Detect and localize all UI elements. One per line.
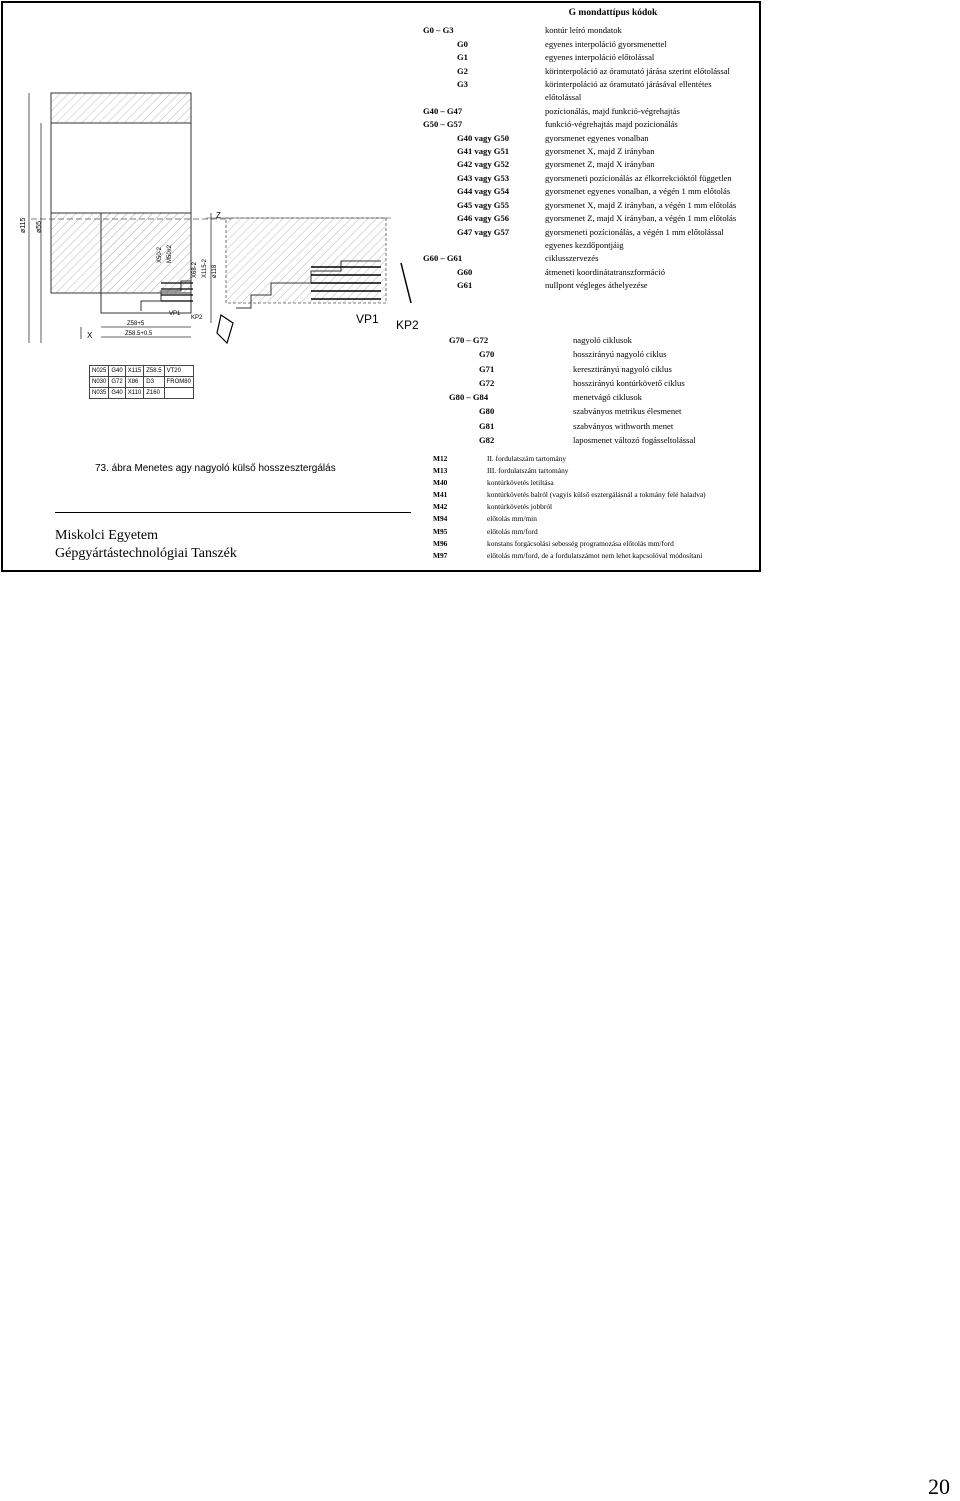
nc-program-cell: D3 xyxy=(144,377,164,388)
description-cell: előtolás mm/min xyxy=(487,514,537,524)
code-cell: M12 xyxy=(433,454,448,463)
figure-caption: 73. ábra Menetes agy nagyoló külső hosszesztergálás xyxy=(95,463,336,474)
nc-program-cell: N025 xyxy=(90,366,109,377)
code-cell: G3 xyxy=(457,79,468,90)
code-cell: G40 vagy G50 xyxy=(457,132,510,143)
description-cell: gyorsmenet X, majd Z irányban xyxy=(545,146,655,157)
description-cell: szabványos metrikus élesmenet xyxy=(573,406,682,417)
code-cell xyxy=(423,91,545,104)
code-cell: G1 xyxy=(457,52,468,63)
nc-program-cell: Z160 xyxy=(144,388,164,399)
code-cell: G81 xyxy=(479,420,495,431)
code-row xyxy=(423,105,761,118)
code-row xyxy=(449,333,761,347)
code-cell: G41 vagy G51 xyxy=(457,146,510,157)
nc-program-cell xyxy=(164,388,193,399)
code-row xyxy=(423,78,761,91)
code-row xyxy=(449,347,761,361)
code-row xyxy=(433,465,761,477)
label-d115: ø115 xyxy=(20,217,27,233)
code-row xyxy=(423,199,761,212)
code-row xyxy=(423,252,761,265)
code-row xyxy=(433,538,761,550)
description-cell: funkció-végrehajtás majd pozícionálás xyxy=(545,119,678,130)
description-cell: átmeneti koordinátatranszformáció xyxy=(545,266,666,277)
label-z-axis: Z xyxy=(216,211,221,220)
nc-program-cell: N035 xyxy=(90,388,109,399)
description-cell: egyenes interpoláció előtolással xyxy=(545,52,655,63)
code-row xyxy=(433,489,761,501)
code-cell: G46 vagy G56 xyxy=(457,213,510,224)
description-cell: pozícionálás, majd funkció-végrehajtás xyxy=(545,105,680,116)
workpiece-section xyxy=(29,93,231,343)
footer-department: Gépgyártástechnológiai Tanszék xyxy=(55,546,237,561)
code-cell: G82 xyxy=(479,435,495,446)
code-row xyxy=(423,212,761,225)
code-row xyxy=(433,550,761,562)
slide-frame xyxy=(1,1,761,572)
m-code-table xyxy=(433,453,761,562)
nc-program-cell: G40 xyxy=(109,388,125,399)
code-cell: G71 xyxy=(479,363,495,374)
code-row xyxy=(433,477,761,489)
description-cell: körinterpoláció az óramutató járásával ellentétes xyxy=(545,79,712,90)
code-cell: G60 – G61 xyxy=(423,253,463,264)
description-cell: hosszirányú kontúrkövető ciklus xyxy=(573,377,685,388)
nc-program-cell: X110 xyxy=(125,388,144,399)
code-cell: G43 vagy G53 xyxy=(457,172,510,183)
description-cell: gyorsmeneti pozícionálás, a végén 1 mm előtolással xyxy=(545,226,724,237)
label-d55: ø55 xyxy=(36,220,43,233)
code-row xyxy=(423,226,761,239)
description-cell: gyorsmenet egyenes vonalban, a végén 1 mm előtolás xyxy=(545,186,731,197)
code-row xyxy=(423,266,761,279)
description-cell: egyenes interpoláció gyorsmenettel xyxy=(545,38,667,49)
code-row xyxy=(423,185,761,198)
nc-program-cell: X86 xyxy=(125,377,144,388)
description-cell: kontúrkövetés jobbról xyxy=(487,502,553,512)
blank-region xyxy=(206,213,411,323)
code-row xyxy=(449,419,761,433)
description-cell: előtolással xyxy=(545,92,582,103)
code-row xyxy=(449,362,761,376)
description-cell: gyorsmeneti pozícionálás az élkorrekcióktól független xyxy=(545,172,732,183)
code-cell: M97 xyxy=(433,550,448,560)
code-cell: G40 – G47 xyxy=(423,105,463,116)
description-cell: laposmenet változó fogásseltolással xyxy=(573,435,696,446)
description-cell: gyorsmenet X, majd Z irányban, a végén 1 mm előtolás xyxy=(545,199,737,210)
label-d118: ø118 xyxy=(212,264,218,278)
code-row xyxy=(423,65,761,78)
code-row xyxy=(449,433,761,447)
description-cell: szabványos withworth menet xyxy=(573,420,674,431)
label-kp2: KP2 xyxy=(191,315,203,321)
description-cell: hosszirányú nagyoló ciklus xyxy=(573,349,667,360)
g-code-table xyxy=(423,7,761,293)
description-cell: előtolás mm/ford, de a fordulatszámot nem lehet kapcsolóval módosítani xyxy=(487,550,703,560)
nc-program-cell: FROM80 xyxy=(164,377,193,388)
description-cell: kontúrkövetés balról (vagyis külső esztergálásnál a tokmány felé haladva) xyxy=(487,490,706,500)
cutting-tool xyxy=(217,315,233,343)
nc-program-row xyxy=(90,366,194,377)
code-row xyxy=(423,158,761,171)
footer-university: Miskolci Egyetem xyxy=(55,528,159,543)
code-cell: M41 xyxy=(433,490,448,500)
code-row xyxy=(433,453,761,465)
nc-program-row xyxy=(90,377,194,388)
code-cell: G44 vagy G54 xyxy=(457,186,510,197)
code-row xyxy=(423,24,761,37)
code-row xyxy=(423,91,761,104)
code-cell: G72 xyxy=(479,377,495,388)
code-row xyxy=(433,513,761,525)
label-x-axis: X xyxy=(87,331,93,340)
description-cell: körinterpoláció az óramutató járása szerint előtolással xyxy=(545,65,730,76)
description-cell: gyorsmenet Z, majd X irányban, a végén 1 mm előtolás xyxy=(545,213,737,224)
g-cycle-table xyxy=(449,333,761,447)
label-vp1-big: VP1 xyxy=(356,312,379,326)
footer xyxy=(55,527,237,563)
nc-program-cell: G72 xyxy=(109,377,125,388)
code-cell xyxy=(423,239,545,252)
code-cell: G60 xyxy=(457,266,473,277)
code-cell: G47 vagy G57 xyxy=(457,226,510,237)
label-z58b: Z58.5+0.5 xyxy=(125,331,153,337)
description-cell: gyorsmenet egyenes vonalban xyxy=(545,132,649,143)
code-cell: M96 xyxy=(433,538,448,548)
label-m50: M50x2 xyxy=(167,244,173,263)
code-row xyxy=(433,526,761,538)
code-cell: M94 xyxy=(433,514,448,524)
description-cell: kontúr leíró mondatok xyxy=(545,25,622,36)
code-cell: G70 – G72 xyxy=(449,335,489,345)
nc-program-cell: X115 xyxy=(125,366,144,377)
code-row xyxy=(423,239,761,252)
code-cell: G2 xyxy=(457,65,468,76)
nc-program-cell: Z58.5 xyxy=(144,366,164,377)
description-cell: nullpont végleges áthelyezése xyxy=(545,280,648,291)
code-row xyxy=(449,376,761,390)
description-cell: III. fordulatszám tartomány xyxy=(487,466,569,476)
page-number: 20 xyxy=(928,1474,950,1499)
description-cell: egyenes kezdőpontjáig xyxy=(545,239,624,250)
code-row xyxy=(433,501,761,513)
label-x68: X68-2 xyxy=(192,261,198,278)
nc-program-cell: VT20 xyxy=(164,366,193,377)
description-cell: keresztirányú nagyoló ciklus xyxy=(573,363,672,374)
code-row xyxy=(423,172,761,185)
label-kp2-big: KP2 xyxy=(396,318,419,332)
code-cell: M13 xyxy=(433,466,448,476)
label-vp1: VP1 xyxy=(169,311,181,317)
code-row xyxy=(423,145,761,158)
label-z58: Z58+5 xyxy=(127,321,145,327)
description-cell: kontúrkövetés letiltása xyxy=(487,478,554,488)
code-cell: G70 xyxy=(479,349,495,360)
nc-program-cell: N030 xyxy=(90,377,109,388)
code-cell: G80 xyxy=(479,406,495,417)
code-row xyxy=(449,404,761,418)
code-cell: G45 vagy G55 xyxy=(457,199,510,210)
code-cell: G42 vagy G52 xyxy=(457,159,510,170)
code-row xyxy=(423,51,761,64)
label-x50: X50-2 xyxy=(157,246,163,263)
description-cell: II. fordulatszám tartomány xyxy=(487,454,567,463)
code-row xyxy=(423,38,761,51)
description-cell: előtolás mm/ford xyxy=(487,526,538,536)
nc-program-table xyxy=(89,365,194,399)
description-cell: menetvágó ciklusok xyxy=(573,392,642,403)
code-cell: G0 – G3 xyxy=(423,25,454,36)
g-code-title: G mondattípus kódok xyxy=(568,8,658,18)
code-row xyxy=(423,279,761,292)
code-cell: G0 xyxy=(457,38,468,49)
code-cell: M95 xyxy=(433,526,448,536)
nc-program-row xyxy=(90,388,194,399)
code-cell: G50 – G57 xyxy=(423,119,463,130)
code-row xyxy=(423,118,761,131)
code-cell: M42 xyxy=(433,502,448,512)
code-cell: G80 – G84 xyxy=(449,392,489,403)
code-row xyxy=(449,390,761,404)
description-cell: ciklusszervezés xyxy=(545,253,599,264)
footer-divider xyxy=(55,512,411,513)
nc-program-cell: G40 xyxy=(109,366,125,377)
technical-drawing xyxy=(11,83,431,373)
code-row xyxy=(423,132,761,145)
description-cell: gyorsmenet Z, majd X irányban xyxy=(545,159,655,170)
label-x115: X115-2 xyxy=(202,259,208,278)
code-cell: G61 xyxy=(457,280,473,291)
code-cell: M40 xyxy=(433,478,448,488)
description-cell: nagyoló ciklusok xyxy=(573,335,632,345)
description-cell: konstans forgácsolási sebesség programozása előtolás mm/ford xyxy=(487,538,674,548)
